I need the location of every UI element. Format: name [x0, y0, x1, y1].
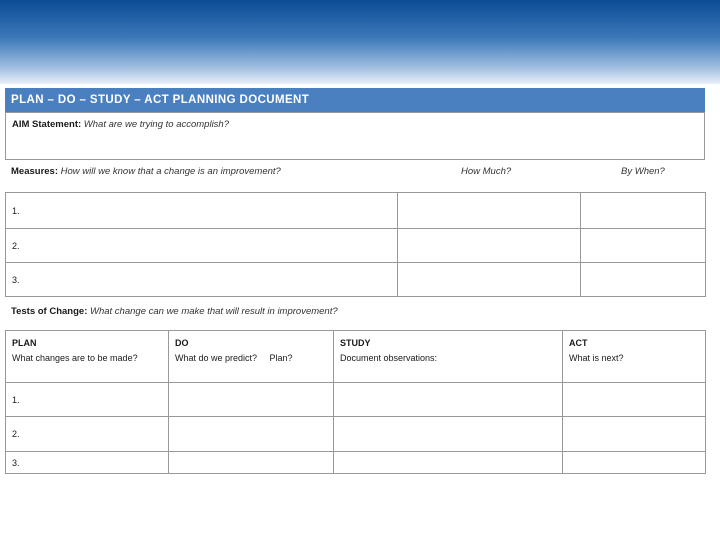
by-when-label: By When?	[621, 166, 665, 177]
act-cell[interactable]	[563, 452, 706, 474]
study-subtitle: Document observations:	[340, 353, 438, 363]
row-number: 3.	[12, 457, 20, 468]
tests-label: Tests of Change:	[11, 306, 88, 317]
measures-header	[5, 166, 705, 184]
how-much-label: How Much?	[461, 166, 512, 177]
table-row	[6, 417, 706, 452]
plan-cell[interactable]	[6, 417, 169, 452]
study-title: STUDY	[340, 338, 371, 348]
do-cell[interactable]	[169, 417, 334, 452]
by-when-cell[interactable]	[581, 193, 706, 229]
header-gradient-band	[0, 0, 720, 84]
how-much-cell[interactable]	[398, 193, 581, 229]
plan-cell[interactable]	[6, 383, 169, 417]
do-cell[interactable]	[169, 452, 334, 474]
plan-header-cell	[6, 331, 169, 383]
row-number: 2.	[12, 429, 20, 439]
pdsa-document	[5, 84, 705, 474]
do-title: DO	[175, 338, 189, 348]
aim-label: AIM Statement:	[12, 119, 82, 130]
by-when-cell[interactable]	[581, 263, 706, 297]
plan-subtitle: What changes are to be made?	[12, 353, 138, 363]
study-header-cell	[334, 331, 563, 383]
do-subtitle: What do we predict? Plan?	[175, 353, 293, 363]
table-row	[6, 229, 706, 263]
aim-statement-box[interactable]	[5, 112, 705, 160]
study-cell[interactable]	[334, 417, 563, 452]
do-header-cell	[169, 331, 334, 383]
act-cell[interactable]	[563, 417, 706, 452]
act-header-cell	[563, 331, 706, 383]
measure-cell[interactable]	[6, 263, 398, 297]
plan-cell[interactable]	[6, 452, 169, 474]
measures-question: How will we know that a change is an improvement?	[60, 166, 281, 177]
measure-cell[interactable]	[6, 193, 398, 229]
study-cell[interactable]	[334, 452, 563, 474]
aim-question: What are we trying to accomplish?	[83, 119, 229, 130]
row-number: 1.	[12, 205, 20, 216]
act-cell[interactable]	[563, 383, 706, 417]
do-cell[interactable]	[169, 383, 334, 417]
table-row	[6, 383, 706, 417]
act-subtitle: What is next?	[569, 353, 624, 363]
table-row	[6, 263, 706, 297]
tests-of-change-header	[5, 306, 705, 324]
document-title: PLAN – DO – STUDY – ACT PLANNING DOCUMENT	[5, 88, 705, 112]
measures-table	[5, 192, 706, 297]
measure-cell[interactable]	[6, 229, 398, 263]
tests-question: What change can we make that will result in improvement?	[90, 306, 338, 317]
pdsa-table	[5, 330, 706, 474]
act-title: ACT	[569, 338, 588, 348]
by-when-cell[interactable]	[581, 229, 706, 263]
row-number: 3.	[12, 274, 20, 285]
table-row	[6, 193, 706, 229]
plan-title: PLAN	[12, 338, 37, 348]
how-much-cell[interactable]	[398, 229, 581, 263]
row-number: 1.	[12, 394, 20, 405]
pdsa-header-row	[6, 331, 706, 383]
how-much-cell[interactable]	[398, 263, 581, 297]
row-number: 2.	[12, 240, 20, 251]
study-cell[interactable]	[334, 383, 563, 417]
table-row	[6, 452, 706, 474]
measures-label: Measures:	[11, 166, 58, 177]
